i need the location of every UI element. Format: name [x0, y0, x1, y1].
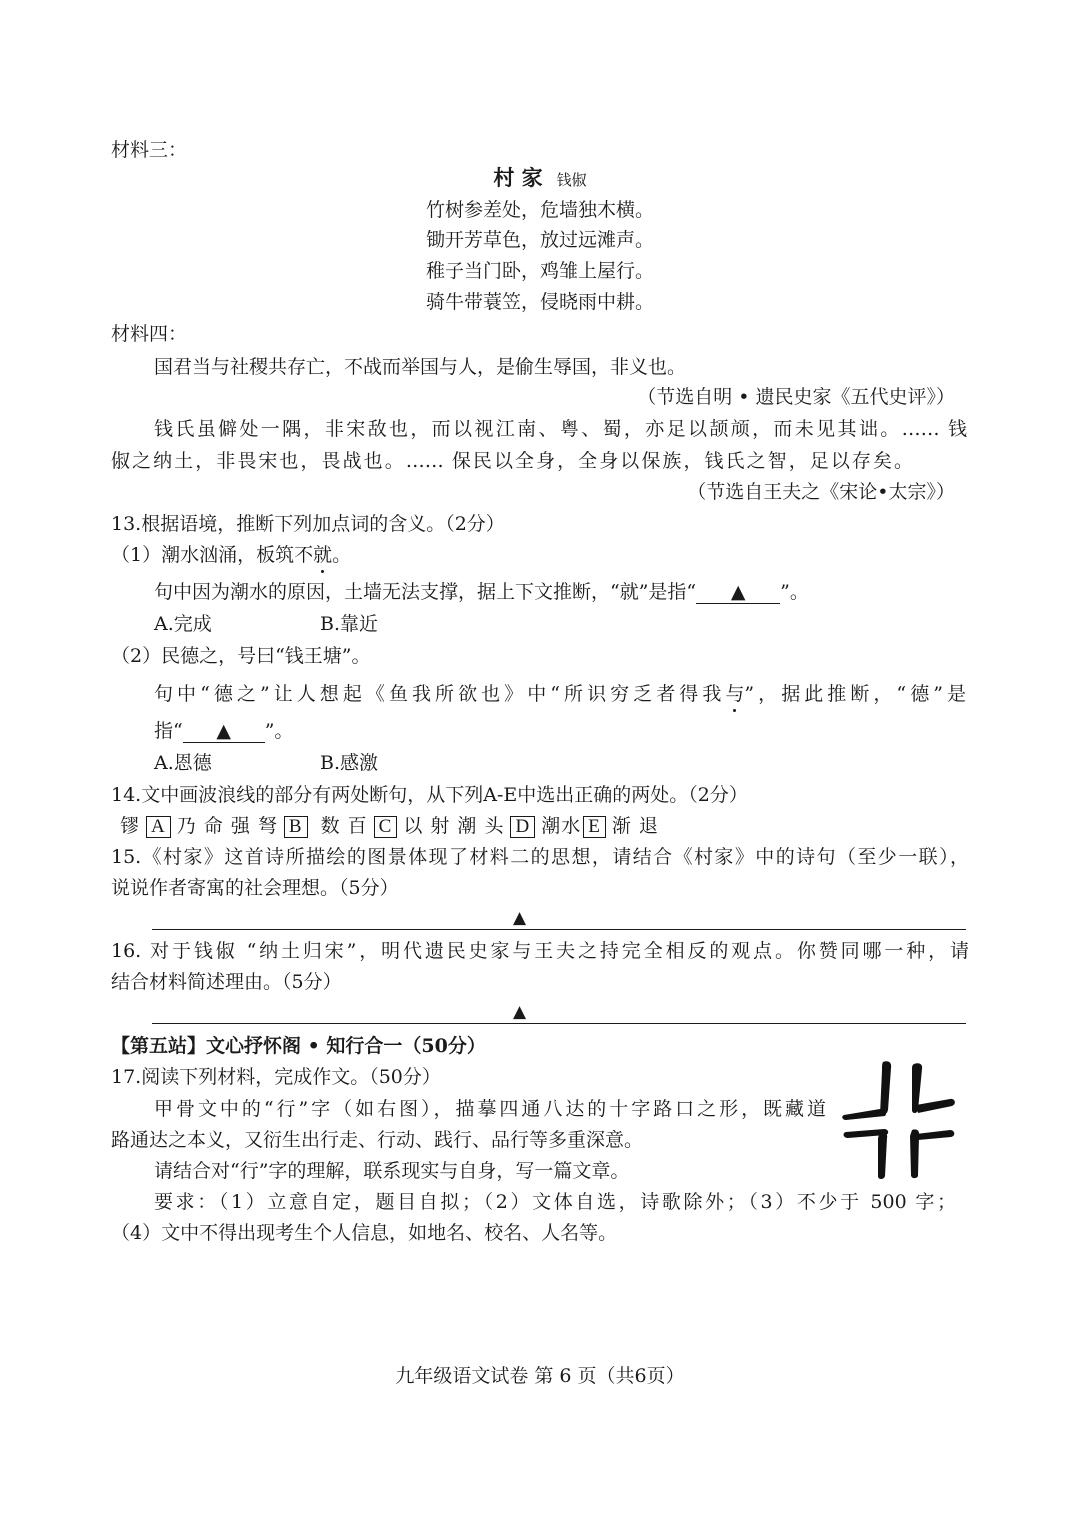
question-13-hint-1: 句中因为潮水的原因，土墙无法支撑，据上下文推断，“就”是指“ ▲ ”。 [154, 581, 809, 603]
question-13-sentence-1: （1）潮水汹涌，板筑不就。 [111, 541, 351, 569]
oracle-bone-xing-character-image [840, 1058, 958, 1182]
dotted-word: 与 [725, 680, 744, 708]
answer-marker: ▲ [730, 581, 746, 603]
section-title: 【第五站】文心抒怀阁 • 知行合一（50分） [111, 1035, 486, 1057]
option-b: B.靠近 [320, 613, 379, 635]
question-17-stem: 17.阅读下列材料，完成作文。（50分） [111, 1066, 441, 1088]
poem-heading [0, 164, 1080, 194]
poem-line: 锄开芳草色，放过远滩声。 [425, 229, 654, 251]
option-box-d[interactable]: D [510, 816, 535, 838]
option-a: A.恩德 [154, 752, 212, 774]
answer-marker: ▲ [216, 720, 232, 742]
question-16-stem-cont: 结合材料简述理由。（5分） [111, 971, 342, 993]
poem-line: 稚子当门卧，鸡雏上屋行。 [425, 260, 654, 282]
answer-line[interactable] [152, 1023, 966, 1024]
material4-paragraph: 国君当与社稷共存亡，不战而举国与人，是偷生辱国，非义也。 [154, 356, 687, 378]
poem-line: 竹树参差处，危墙独木横。 [425, 199, 654, 221]
question-13-hint-2-cont: 指“ ▲ ”。 [154, 720, 294, 742]
material4-source: （节选自王夫之《宋论•太宗》） [687, 481, 955, 503]
question-17-requirements: （4）文中不得出现考生个人信息，如地名、校名、人名等。 [111, 1222, 618, 1244]
option-box-a[interactable]: A [146, 816, 171, 838]
answer-blank[interactable] [183, 720, 265, 743]
option-box-e[interactable]: E [583, 816, 606, 838]
material4-paragraph: 俶之纳土，非畏宋也，畏战也。…… 保民以全身，全身以保族，钱氏之智，足以存矣。 [111, 450, 913, 472]
material4-paragraph: 钱氏虽僻处一隅，非宋敌也，而以视江南、粤、蜀，亦足以颉颃，而未见其诎。…… 钱 [154, 418, 967, 440]
poem-line: 骑牛带蓑笠，侵晓雨中耕。 [425, 291, 654, 313]
poem-author: 钱俶 [556, 171, 587, 189]
question-17-material: 甲骨文中的“行”字（如右图），描摹四通八达的十字路口之形，既藏道 [154, 1098, 826, 1120]
question-14-sentence: 镠 A 乃 命 强 弩 B 数 百 C 以 射 潮 头 D 潮水 E 渐 退 [120, 815, 659, 837]
question-15-stem-cont: 说说作者寄寓的社会理想。（5分） [111, 877, 399, 899]
page-footer: 九年级语文试卷 第 6 页（共6页） [395, 1365, 685, 1387]
answer-marker: ▲ [513, 1002, 527, 1022]
question-14-stem: 14.文中画波浪线的部分有两处断句，从下列A-E中选出正确的两处。（2分） [111, 784, 748, 806]
question-17-requirements: 要求：（1）立意自定，题目自拟；（2）文体自选，诗歌除外；（3）不少于 500 字； [154, 1191, 956, 1213]
question-16-stem: 16. 对于钱俶 “纳土归宋”，明代遗民史家与王夫之持完全相反的观点。你赞同哪一种，请 [111, 940, 969, 962]
poem-title: 村 家 [493, 165, 543, 190]
question-15-stem: 15.《村家》这首诗所描绘的图景体现了材料二的思想，请结合《村家》中的诗句（至少一联）， [111, 846, 969, 868]
question-17-material: 路通达之本义，又衍生出行走、行动、践行、品行等多重深意。 [111, 1129, 644, 1151]
option-box-b[interactable]: B [284, 816, 308, 838]
question-13-stem: 13.根据语境，推断下列加点词的含义。（2分） [111, 513, 505, 535]
option-box-c[interactable]: C [374, 816, 398, 838]
option-b: B.感激 [320, 752, 379, 774]
material3-label: 材料三： [111, 139, 188, 161]
question-17-prompt: 请结合对“行”字的理解，联系现实与自身，写一篇文章。 [154, 1160, 630, 1182]
material4-source: （节选自明 • 遗民史家《五代史评》） [637, 386, 955, 408]
material4-label: 材料四： [111, 323, 188, 345]
answer-line[interactable] [152, 929, 966, 930]
answer-blank[interactable] [696, 581, 780, 604]
answer-marker: ▲ [513, 908, 527, 928]
dotted-word: 就 [313, 541, 332, 569]
question-13-sentence-2: （2）民德之，号曰“钱王塘”。 [111, 645, 371, 667]
question-13-hint-2: 句中“德之”让人想起《鱼我所欲也》中“所识穷乏者得我与”，据此推断，“德”是 [154, 680, 966, 708]
option-a: A.完成 [154, 613, 212, 635]
